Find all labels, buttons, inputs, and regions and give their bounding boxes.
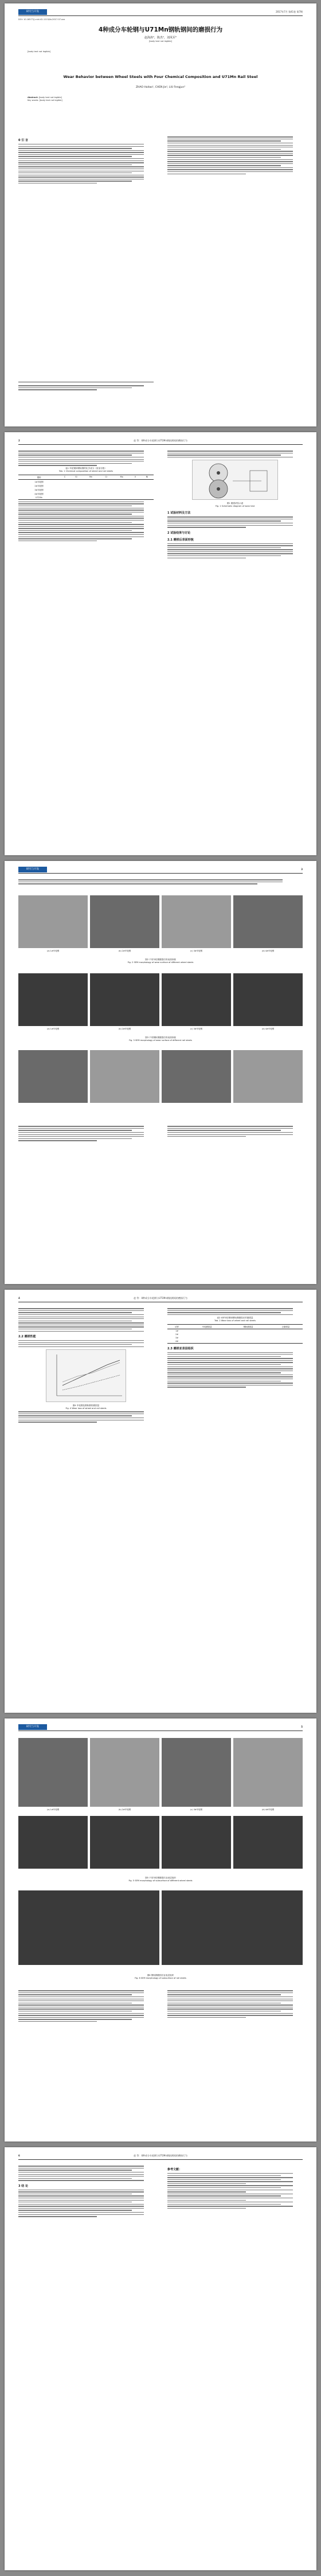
reference-item <box>167 2198 303 2201</box>
subsurface-image <box>162 1816 231 1869</box>
panel-label: (a) 1#车轮钢 <box>47 950 59 952</box>
table-2 <box>167 1324 303 1344</box>
table-row <box>18 479 154 484</box>
figure-2-caption-en: Fig. 2 SEM morphology of wear surface of different wheel steels <box>127 961 194 964</box>
table-header: 试样 <box>167 1324 186 1329</box>
rail-subsurface-image <box>162 1890 303 1965</box>
page-number: 6 <box>18 2154 20 2157</box>
journal-badge: 研究与开发 <box>18 867 47 872</box>
reference-item <box>167 2194 303 2197</box>
section-heading-conclusion: 3 结 论 <box>18 2184 28 2188</box>
reference-item <box>167 2206 303 2209</box>
page-1 <box>5 3 316 426</box>
intro-column-right <box>167 135 303 175</box>
table-header: 车轮磨损量 <box>186 1324 228 1329</box>
section-heading-materials: 1 试验材料及方法 <box>167 511 191 515</box>
sem-image <box>90 1050 159 1103</box>
panel-label: (a) 1#车轮钢 <box>47 1028 59 1030</box>
figure-3-grid <box>18 973 303 1031</box>
reference-item <box>167 2173 303 2176</box>
table-header: 钢轨磨损量 <box>228 1324 269 1329</box>
body-column-right <box>167 1125 303 1138</box>
sem-image <box>90 895 159 952</box>
sem-image <box>233 895 303 952</box>
subsection-heading-subsurface: 2.3 磨损亚表层组织 <box>167 1346 194 1350</box>
section-heading-results: 2 试验结果与讨论 <box>167 531 191 535</box>
abstract-en <box>28 96 293 102</box>
panel-label: (c) 3#车轮钢 <box>190 950 202 952</box>
figure-2-caption: 图2 不同车轮钢磨损后的表面形貌 <box>145 958 176 961</box>
wear-test-schematic <box>193 460 279 500</box>
abstract-cn: [body text not legible] <box>28 50 51 53</box>
table-2-caption: 表2 4种车轮钢和钢轨钢磨损后的磨损量 <box>217 1316 253 1319</box>
table-cell: 3# <box>175 1336 179 1339</box>
figure-1 <box>192 460 278 500</box>
panel-label: (d) 4#车轮钢 <box>261 950 275 952</box>
sem-image <box>233 973 303 1030</box>
body-column-left <box>18 2164 154 2218</box>
keywords-en: Key words: [body text not legible] <box>28 99 62 101</box>
affiliation-cn: [body text not legible] <box>148 40 173 42</box>
figure-4-caption: 图4 车轮钢及钢轨钢的磨损量 <box>72 1404 100 1407</box>
body-column-left <box>18 1125 154 1142</box>
table-header: Mo <box>113 475 130 479</box>
figure-2-captions <box>18 958 303 964</box>
table-header: Cr <box>99 475 113 479</box>
subsurface-image <box>233 1816 303 1869</box>
section-heading-intro: 0 引 言 <box>18 139 28 142</box>
reference-item <box>167 2190 303 2193</box>
panel-label: (a) 1#车轮钢 <box>47 1808 59 1811</box>
rail-subsurface-image <box>18 1890 159 1965</box>
table-cell: 4#车轮钢 <box>34 492 44 495</box>
sem-image <box>162 973 231 1030</box>
wear-loss-chart <box>46 1350 127 1403</box>
references <box>167 2164 303 2210</box>
reference-item <box>167 2202 303 2205</box>
subsurface-image <box>90 1816 159 1869</box>
figure-5-grid-bottom <box>18 1816 303 1873</box>
abstract-en-text: [body text not legible] <box>38 96 62 99</box>
table-row <box>167 1340 303 1344</box>
table-cell: 4# <box>167 1340 186 1344</box>
panel-label: (d) 4#车轮钢 <box>261 1028 275 1030</box>
page-5 <box>5 1718 316 2142</box>
figure-5-grid-top <box>18 1738 303 1811</box>
panel-label: (b) 2#车轮钢 <box>118 1028 131 1030</box>
abstract-en-label: Abstract: <box>28 96 38 99</box>
footnote <box>18 382 154 392</box>
authors-en: ZHAO Haitao¹, CHEN Jie¹, LIU Fengjun² <box>135 86 186 89</box>
figure-1-caption: 图1 磨损试验示意 <box>226 502 244 505</box>
figure-6-grid <box>18 1890 303 1970</box>
sem-image <box>18 895 88 952</box>
table-row <box>18 496 154 500</box>
running-title: 赵 等：4种成分车轮钢与U71Mn钢轨钢间的磨损行为 <box>134 2154 187 2157</box>
sem-image <box>90 973 159 1030</box>
figure-5-caption: 图5 不同车轮钢磨损后亚表层组织 <box>145 1877 176 1879</box>
page-6 <box>5 2147 316 2570</box>
table-header: Ni <box>140 475 154 479</box>
subsurface-image <box>233 1738 303 1811</box>
reference-item <box>167 2185 303 2188</box>
page-3 <box>5 861 316 1284</box>
table-header: V <box>130 475 140 479</box>
sem-image <box>18 973 88 1030</box>
authors-cn: 赵海涛¹，陈杰¹，刘凤军² <box>144 36 177 40</box>
running-header <box>18 867 303 874</box>
sem-image <box>162 895 231 952</box>
journal-issue: 2017年7月 第41卷 第7期 <box>276 10 303 13</box>
subsection-heading-wear: 2.2 磨损性能 <box>18 1334 36 1338</box>
table-header: Si <box>70 475 82 479</box>
table-header: Mn <box>83 475 100 479</box>
figure-5-captions <box>18 1877 303 1882</box>
body-column-right <box>167 449 303 559</box>
journal-badge: 研究与开发 <box>18 1724 47 1730</box>
table-cell: 2# <box>175 1333 179 1336</box>
figure-3-caption-en: Fig. 3 SEM morphology of wear surface of different rail steels <box>129 1039 192 1042</box>
table-cell: 3#车轮钢 <box>34 488 44 491</box>
table-cell: 2#车轮钢 <box>34 484 44 487</box>
paper-title-en: Wear Behavior between Wheel Steels with Four Chemical Composition and U71Mn Rail Steel <box>63 75 258 79</box>
figure-2-grid <box>18 895 303 953</box>
subsurface-image <box>18 1816 88 1869</box>
body-column-left <box>18 1989 154 2023</box>
table-header: 钢种 <box>18 475 60 479</box>
paper-title-cn: 4种成分车轮钢与U71Mn钢轨钢间的磨损行为 <box>98 26 223 33</box>
figure-3-caption: 图3 不同钢轨钢磨损后的表面形貌 <box>145 1036 176 1039</box>
body-column-left <box>18 449 154 542</box>
journal-badge: 研究与开发 <box>18 9 47 15</box>
page-number: 4 <box>18 1297 20 1299</box>
reference-item <box>167 2177 303 2180</box>
panel-label: (b) 2#车轮钢 <box>118 1808 131 1811</box>
page-number: 3 <box>301 868 303 871</box>
table-cell: 1#车轮钢 <box>34 480 44 483</box>
figure-6-caption-en: Fig. 6 SEM morphology of subsurface of rail steels <box>135 1977 186 1979</box>
sem-image <box>162 1050 231 1103</box>
table-2-caption-en: Tab. 2 Wear loss of wheel and rail steels <box>214 1319 256 1322</box>
subsurface-image <box>18 1738 88 1811</box>
running-header <box>18 438 303 445</box>
figure-3b-grid <box>18 1050 303 1107</box>
figure-5-caption-en: Fig. 5 SEM morphology of subsurface of different wheel steels <box>128 1880 193 1882</box>
table-header: 总磨损量 <box>269 1324 303 1329</box>
body-column-right <box>167 1989 303 2019</box>
body-text <box>18 878 303 886</box>
intro-column-left <box>18 135 154 185</box>
table-1-caption-en: Tab. 1 Chemical composition of wheel and rail steels <box>58 469 113 472</box>
table-row <box>18 484 154 488</box>
panel-label: (b) 2#车轮钢 <box>118 950 131 952</box>
references-heading: 参考文献： <box>167 2168 182 2171</box>
page-number: 2 <box>18 439 20 442</box>
subsurface-image <box>90 1738 159 1811</box>
figure-3-captions <box>18 1036 303 1042</box>
doi-line: DOI: 10.16577/j.cnki.42-1215/tb.2017.07.xxx <box>18 18 65 21</box>
figure-6-captions <box>18 1974 303 1980</box>
table-cell: 1# <box>175 1329 179 1332</box>
body-column-left <box>18 1307 154 1424</box>
table-header: C <box>60 475 70 479</box>
table-1 <box>18 475 154 500</box>
subsurface-image <box>162 1738 231 1811</box>
figure-4-chart <box>46 1349 126 1402</box>
sem-image <box>18 1050 88 1103</box>
table-row <box>18 492 154 496</box>
running-header <box>18 1724 303 1731</box>
table-1-caption: 表1 车轮钢和钢轨钢的化学成分（质量分数） <box>65 467 107 469</box>
figure-4-caption-en: Fig. 4 Wear loss of wheel and rail steels <box>65 1407 107 1410</box>
page-number: 5 <box>301 1725 303 1728</box>
running-header <box>18 9 303 16</box>
sem-image <box>233 1050 303 1103</box>
reference-item <box>167 2181 303 2184</box>
running-title: 赵 等：4种成分车轮钢与U71Mn钢轨钢间的磨损行为 <box>134 439 187 442</box>
figure-1-caption-en: Fig. 1 Schematic diagram of wear test <box>215 505 255 508</box>
figure-6-caption: 图6 钢轨钢磨损后亚表层组织 <box>147 1974 174 1976</box>
page-4 <box>5 1290 316 1713</box>
running-header <box>18 2153 303 2160</box>
panel-label: (d) 4#车轮钢 <box>261 1808 275 1811</box>
table-row <box>18 488 154 492</box>
running-title: 赵 等：4种成分车轮钢与U71Mn钢轨钢间的磨损行为 <box>134 1297 187 1299</box>
running-header <box>18 1295 303 1302</box>
page-2 <box>5 432 316 855</box>
panel-label: (c) 3#车轮钢 <box>190 1028 202 1030</box>
subsection-heading-surface: 2.1 磨损后表面形貌 <box>167 538 194 542</box>
body-column-right <box>167 1307 303 1389</box>
panel-label: (c) 3#车轮钢 <box>190 1808 202 1811</box>
table-cell: U71Mn <box>18 496 60 500</box>
